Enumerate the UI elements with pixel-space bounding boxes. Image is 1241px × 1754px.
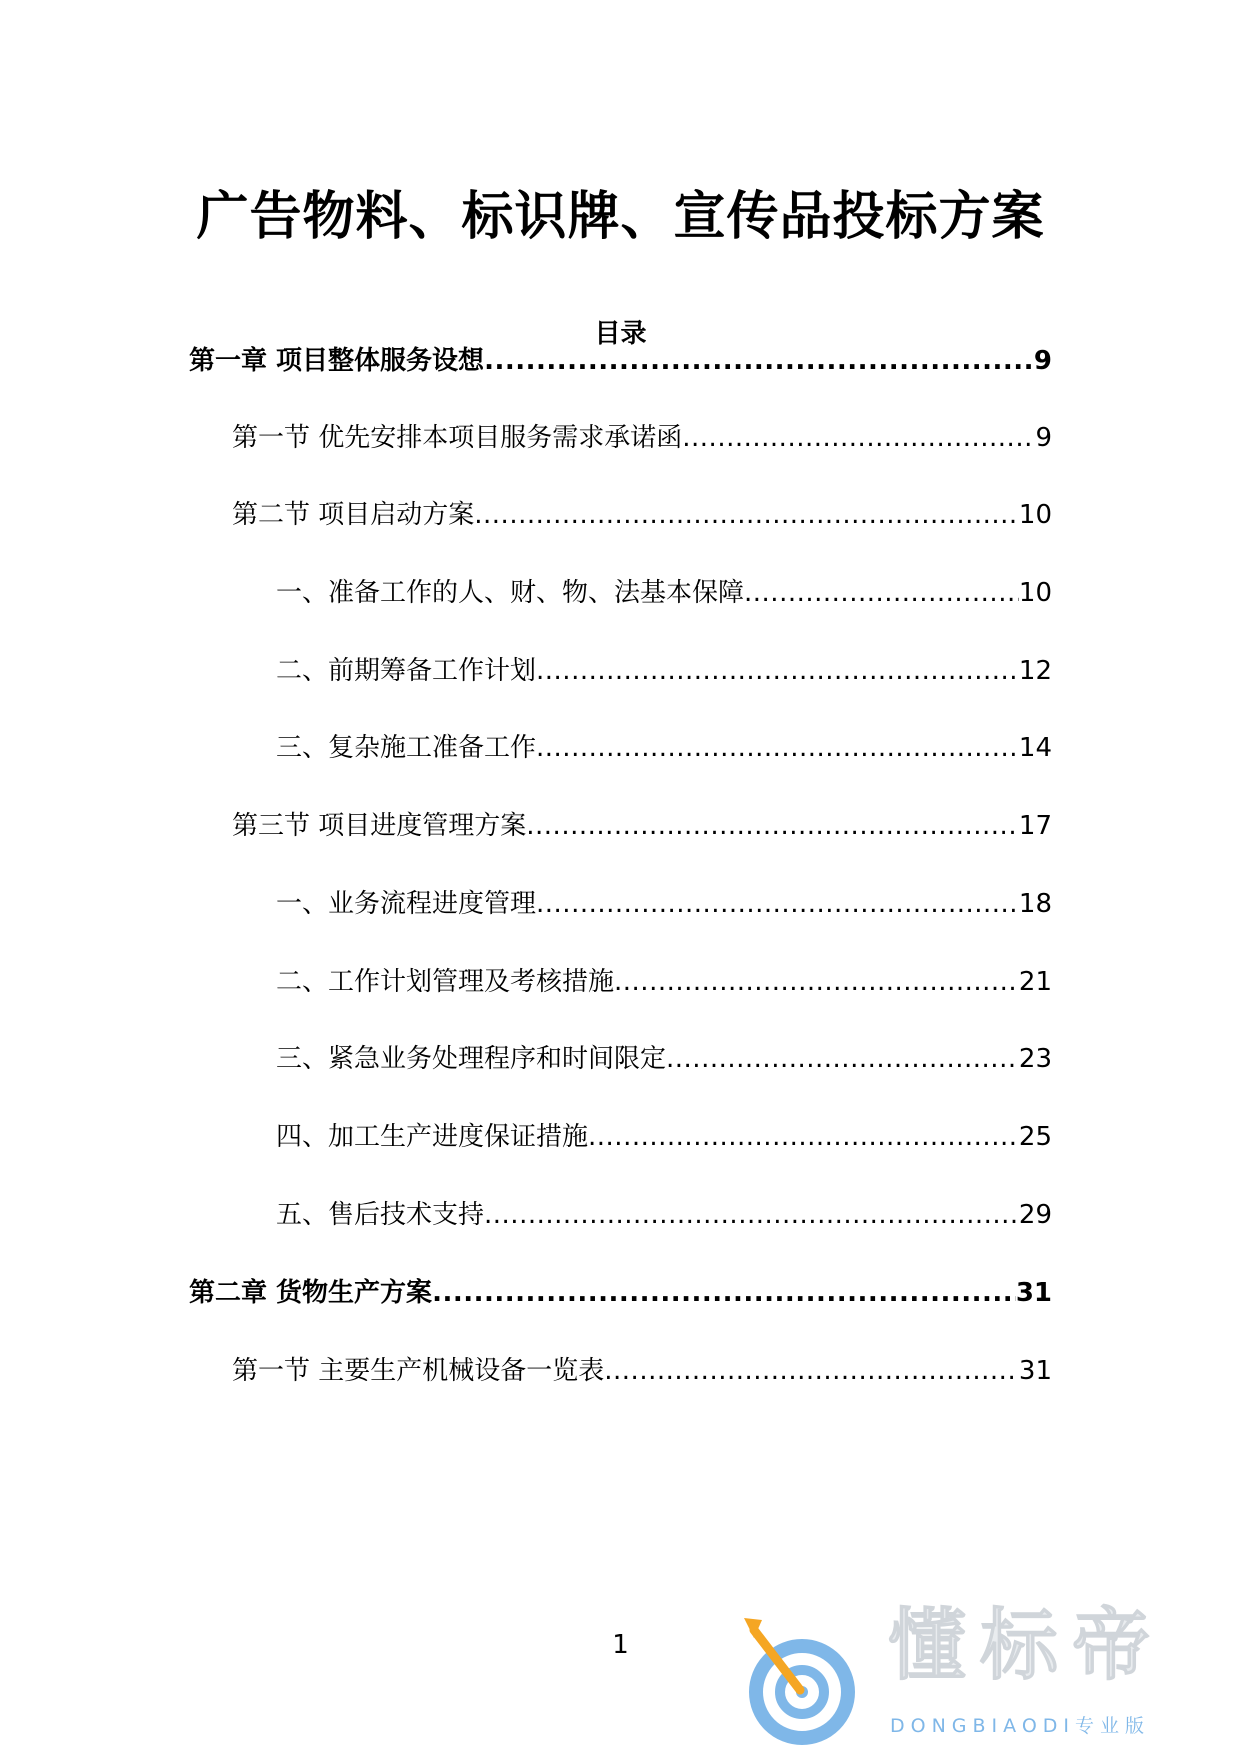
toc-entry-text: 第二章 货物生产方案 — [189, 1278, 433, 1308]
toc-entry-page: 10 — [1018, 578, 1052, 608]
toc-entry-page: 21 — [1018, 967, 1052, 997]
toc-entry-page: 31 — [1018, 1356, 1052, 1386]
toc-entry-page: 31 — [1015, 1278, 1052, 1308]
toc-leader-dots — [536, 884, 1019, 924]
toc-entry-subsection[interactable] — [276, 1039, 1052, 1079]
watermark-brand-name: 懂标帝 — [888, 1601, 1165, 1691]
toc-entry-section[interactable] — [232, 418, 1052, 458]
toc-leader-dots — [484, 341, 1034, 381]
toc-leader-dots — [526, 806, 1019, 846]
toc-entry-text: 一、业务流程进度管理 — [276, 889, 537, 919]
toc-entry-page: 12 — [1018, 656, 1052, 686]
toc-leader-dots — [682, 418, 1035, 458]
toc-leader-dots — [666, 1039, 1019, 1079]
toc-entry-page: 29 — [1018, 1200, 1052, 1230]
watermark-brand-sub: DONGBIAODI专业版 — [890, 1715, 1151, 1737]
toc-entry-subsection[interactable] — [276, 1195, 1052, 1235]
toc-entry-text: 第一节 主要生产机械设备一览表 — [232, 1356, 605, 1386]
toc-leader-dots — [432, 1273, 1016, 1313]
toc-leader-dots — [474, 495, 1019, 535]
toc-entry-text: 第一节 优先安排本项目服务需求承诺函 — [232, 423, 683, 453]
toc-entry-text: 二、工作计划管理及考核措施 — [276, 967, 615, 997]
target-dart-icon — [740, 1590, 860, 1750]
toc-entry-subsection[interactable] — [276, 728, 1052, 768]
toc-leader-dots — [536, 651, 1019, 691]
toc-leader-dots — [484, 1195, 1019, 1235]
toc-leader-dots — [614, 962, 1019, 1002]
toc-entry-chapter-2[interactable] — [189, 1273, 1052, 1313]
toc-entry-text: 第三节 项目进度管理方案 — [232, 811, 527, 841]
toc-leader-dots — [604, 1351, 1019, 1391]
toc-entry-section[interactable] — [232, 1351, 1052, 1391]
toc-entry-page: 25 — [1018, 1122, 1052, 1152]
toc-entry-page: 9 — [1035, 423, 1052, 453]
toc-leader-dots — [588, 1117, 1019, 1157]
toc-entry-subsection[interactable] — [276, 1117, 1052, 1157]
toc-entry-page: 23 — [1018, 1044, 1052, 1074]
toc-entry-subsection[interactable] — [276, 884, 1052, 924]
toc-entry-text: 三、紧急业务处理程序和时间限定 — [276, 1044, 667, 1074]
toc-entry-subsection[interactable] — [276, 962, 1052, 1002]
toc-entry-section[interactable] — [232, 495, 1052, 535]
toc-entry-text: 第二节 项目启动方案 — [232, 500, 475, 530]
toc-entry-subsection[interactable] — [276, 651, 1052, 691]
toc-entry-page: 10 — [1018, 500, 1052, 530]
toc-entry-page: 9 — [1033, 346, 1052, 376]
watermark — [740, 1590, 1220, 1750]
toc-heading: 目录 — [594, 319, 647, 349]
toc-entry-text: 三、复杂施工准备工作 — [276, 733, 537, 763]
toc-entry-page: 17 — [1018, 811, 1052, 841]
toc-entry-text: 第一章 项目整体服务设想 — [189, 346, 485, 376]
toc-entry-page: 14 — [1018, 733, 1052, 763]
toc-entry-page: 18 — [1018, 889, 1052, 919]
toc-entry-text: 一、准备工作的人、财、物、法基本保障 — [276, 578, 745, 608]
toc-entry-text: 二、前期筹备工作计划 — [276, 656, 537, 686]
toc-entry-chapter-1[interactable] — [189, 341, 1052, 381]
page-number: 1 — [612, 1630, 629, 1660]
toc-entry-section[interactable] — [232, 806, 1052, 846]
toc-entry-text: 四、加工生产进度保证措施 — [276, 1122, 589, 1152]
document-title: 广告物料、标识牌、宣传品投标方案 — [196, 187, 1045, 247]
toc-entry-text: 五、售后技术支持 — [276, 1200, 485, 1230]
toc-entry-subsection[interactable] — [276, 573, 1052, 613]
toc-leader-dots — [536, 728, 1019, 768]
toc-leader-dots — [744, 573, 1019, 613]
